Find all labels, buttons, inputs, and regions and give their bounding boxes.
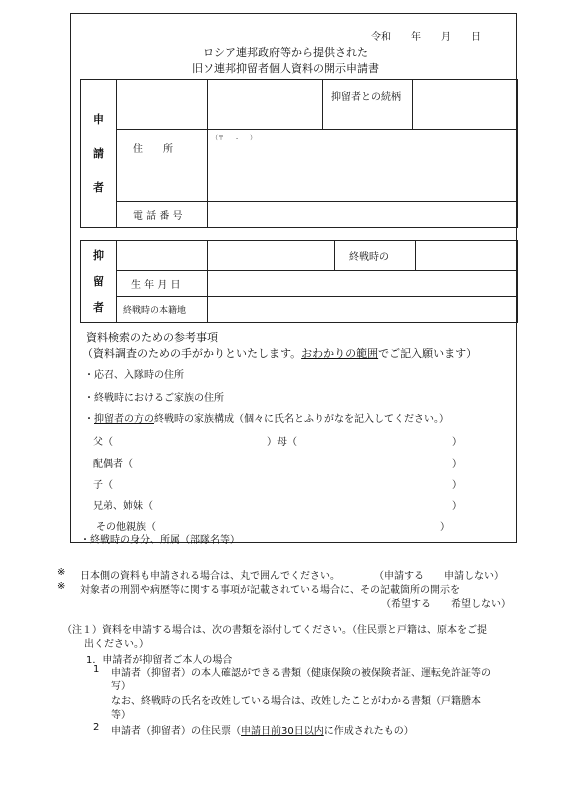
applicant-name-cell[interactable] <box>208 80 323 130</box>
phone-value-cell[interactable] <box>208 202 518 228</box>
detainee-name-cell[interactable] <box>208 241 335 271</box>
family-underlined: 抑留者の方の <box>94 414 154 425</box>
siblings-label: 兄弟、姉妹（ <box>93 501 153 512</box>
item2-number: 2 <box>93 722 100 733</box>
relation-label-cell <box>323 80 413 130</box>
reference-item-status: ・終戦時の身分、所属（部隊名等） <box>80 535 240 546</box>
reference-note <box>82 345 477 361</box>
family-suffix: 終戦時の家族構成（個々に氏名とふりがなを記入してください。） <box>154 414 449 425</box>
applicant-table <box>80 79 518 228</box>
domicile-label: 終戦時の本籍地 <box>123 306 187 316</box>
detainee-furigana-cell[interactable] <box>117 241 208 271</box>
postal-code-placeholder: （〒 - ） <box>212 135 257 142</box>
reference-item-family-address: ・終戦時におけるご家族の住所 <box>84 393 224 404</box>
detainee-table <box>80 240 518 323</box>
note-mark-1: ※ <box>57 567 66 578</box>
note-mark-2: ※ <box>57 581 66 592</box>
japan-side-choices[interactable]: （申請する 申請しない） <box>374 571 504 582</box>
applicant-furigana-cell[interactable] <box>117 80 208 130</box>
other-relatives-label: その他親族（ <box>96 522 156 533</box>
item2-prefix: 申請者（抑留者）の住民票（ <box>111 726 241 737</box>
phone-label-cell <box>117 202 208 228</box>
spouse-close: ） <box>452 459 462 470</box>
address-value-cell[interactable] <box>208 130 518 202</box>
father-close: ） <box>267 437 277 448</box>
item2-suffix: に作成されたもの） <box>323 726 414 737</box>
item2-underlined: 申請日前30日以内 <box>241 726 324 737</box>
relation-label: 抑留者との続柄 <box>331 92 401 103</box>
other-relatives-close: ） <box>440 522 450 533</box>
reference-item-enlistment-address: ・応召、入隊時の住所 <box>84 370 184 381</box>
item1-line4: 等） <box>111 710 131 721</box>
address-label: 住 所 <box>133 144 173 155</box>
detainee-char-2: 留 <box>93 274 104 288</box>
address-label-cell <box>117 130 208 202</box>
item1-line3: なお、終戦時の氏名を改姓している場合は、改姓したことがわかる書類（戸籍謄本 <box>111 696 481 707</box>
applicant-char-1: 申 <box>93 112 104 126</box>
detainee-char-1: 抑 <box>93 248 104 262</box>
item1-number: 1 <box>93 664 100 675</box>
siblings-close: ） <box>452 501 462 512</box>
reference-note-suffix: でご記入願います） <box>378 347 478 360</box>
birthdate-label-cell <box>117 271 208 297</box>
mother-close: ） <box>452 437 462 448</box>
criminal-record-note: 対象者の刑罰や病歴等に関する事項が記載されている場合に、その記載箇所の開示を <box>80 585 460 596</box>
war-end-label: 終戦時の <box>349 252 389 263</box>
item2-text <box>111 722 414 737</box>
item1-line2: 写） <box>111 681 131 692</box>
spouse-label: 配偶者（ <box>93 459 133 470</box>
attachment-note-line1: （注１）資料を申請する場合は、次の書類を添付してください。（住民票と戸籍は、原本をご提 <box>62 625 487 636</box>
item1-line1: 申請者（抑留者）の本人確認ができる書類（健康保険の被保険者証、運転免許証等の <box>111 668 491 679</box>
detainee-side-label <box>81 241 117 323</box>
reference-note-prefix: （資料調査のための手がかりといたします。 <box>82 347 302 360</box>
detainee-char-3: 者 <box>93 300 104 314</box>
family-bullet: ・ <box>84 414 94 425</box>
war-end-label-cell <box>335 241 416 271</box>
birthdate-value-cell[interactable] <box>208 271 518 297</box>
relation-value-cell[interactable] <box>413 80 518 130</box>
mother-open: 母（ <box>277 437 297 448</box>
father-label: 父（ <box>93 437 113 448</box>
form-title-line1: ロシア連邦政府等から提供された <box>203 46 368 59</box>
reference-item-family-structure <box>84 410 449 425</box>
birthdate-label: 生 年 月 日 <box>131 280 181 291</box>
child-close: ） <box>452 480 462 491</box>
attachment-note-line2: 出ください。） <box>84 639 149 650</box>
date-line: 令和 年 月 日 <box>371 32 481 43</box>
applicant-side-label <box>81 80 117 228</box>
applicant-char-2: 請 <box>93 146 104 160</box>
case1-heading: 1．申請者が抑留者ご本人の場合 <box>86 655 233 666</box>
reference-heading: 資料検索のための参考事項 <box>86 331 218 344</box>
war-end-name-cell[interactable] <box>416 241 518 271</box>
form-title-line2: 旧ソ連邦抑留者個人資料の開示申請書 <box>192 62 379 75</box>
japan-side-note: 日本側の資料も申請される場合は、丸で囲んでください。 <box>80 571 340 582</box>
phone-label: 電 話 番 号 <box>133 211 183 222</box>
mother-label <box>267 433 297 448</box>
domicile-label-cell <box>117 297 208 323</box>
criminal-record-choices[interactable]: （希望する 希望しない） <box>381 599 511 610</box>
domicile-value-cell[interactable] <box>208 297 518 323</box>
reference-note-underlined: おわかりの範囲 <box>301 347 379 360</box>
child-label: 子（ <box>93 480 113 491</box>
applicant-char-3: 者 <box>93 180 104 194</box>
